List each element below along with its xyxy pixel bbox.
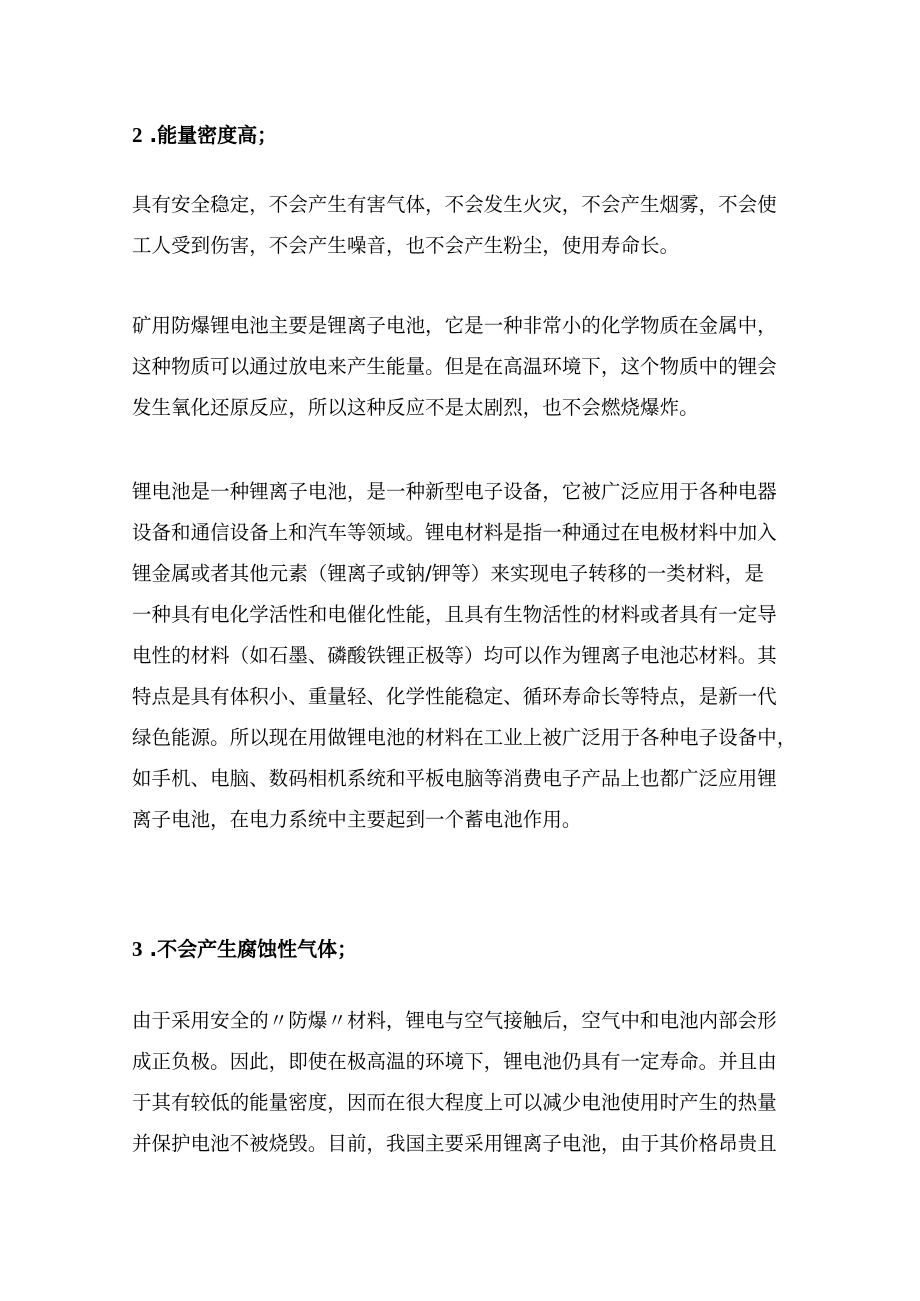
paragraph-line: 工人受到伤害，不会产生噪音，也不会产生粉尘，使用寿命长。 (132, 234, 680, 257)
paragraph-line: 于其有较低的能量密度，因而在很大程度上可以减少电池使用时产生的热量 (132, 1091, 777, 1114)
paragraph-line: 成正负极。因此，即使在极高温的环境下，锂电池仍具有一定寿命。并且由 (132, 1050, 777, 1073)
paragraph (132, 184, 792, 266)
section-heading (132, 120, 277, 150)
paragraph-line: 并保护电池不被烧毁。目前，我国主要采用锂离子电池，由于其价格昂贵且 (132, 1132, 777, 1155)
paragraph-line: 一种具有电化学活性和电催化性能，且具有生物活性的材料或者具有一定导 (132, 603, 777, 626)
paragraph-line: 锂电池是一种锂离子电池，是一种新型电子设备，它被广泛应用于各种电器 (132, 480, 777, 503)
paragraph-line: 离子电池，在电力系统中主要起到一个蓄电池作用。 (132, 808, 582, 831)
paragraph-line: 发生氧化还原反应，所以这种反应不是太剧烈，也不会燃烧爆炸。 (132, 396, 699, 419)
section-heading-number: 3 (132, 937, 143, 961)
paragraph-line: 如手机、电脑、数码相机系统和平板电脑等消费电子产品上也都广泛应用锂 (132, 767, 777, 790)
paragraph-line: 矿用防爆锂电池主要是锂离子电池，它是一种非常小的化学物质在金属中， (132, 314, 777, 337)
paragraph (132, 305, 792, 428)
paragraph-line: 具有安全稳定，不会产生有害气体，不会发生火灾，不会产生烟雾，不会使 (132, 193, 777, 216)
section-heading (132, 934, 357, 964)
paragraph-line: 这种物质可以通过放电来产生能量。但是在高温环境下，这个物质中的锂会 (132, 355, 777, 378)
section-heading-number: 2 (132, 123, 143, 147)
paragraph (132, 1000, 792, 1164)
paragraph-line: 特点是具有体积小、重量轻、化学性能稳定、循环寿命长等特点，是新一代 (132, 685, 777, 708)
paragraph (132, 471, 797, 840)
paragraph-line: 绿色能源。所以现在用做锂电池的材料在工业上被广泛用于各种电子设备中， (132, 726, 797, 749)
paragraph-line: 由于采用安全的〃防爆〃材料，锂电与空气接触后，空气中和电池内部会形 (132, 1009, 777, 1032)
paragraph-line: 设备和通信设备上和汽车等领域。锂电材料是指一种通过在电极材料中加入 (132, 521, 777, 544)
paragraph-line: 电性的材料（如石墨、磷酸铁锂正极等）均可以作为锂离子电池芯材料。其 (132, 644, 777, 667)
paragraph-line: 锂金属或者其他元素（锂离子或钠/钾等）来实现电子转移的一类材料，是 (132, 562, 764, 585)
section-heading-text: .能量密度高； (149, 123, 278, 147)
section-heading-text: .不会产生腐蚀性气体； (149, 937, 358, 961)
